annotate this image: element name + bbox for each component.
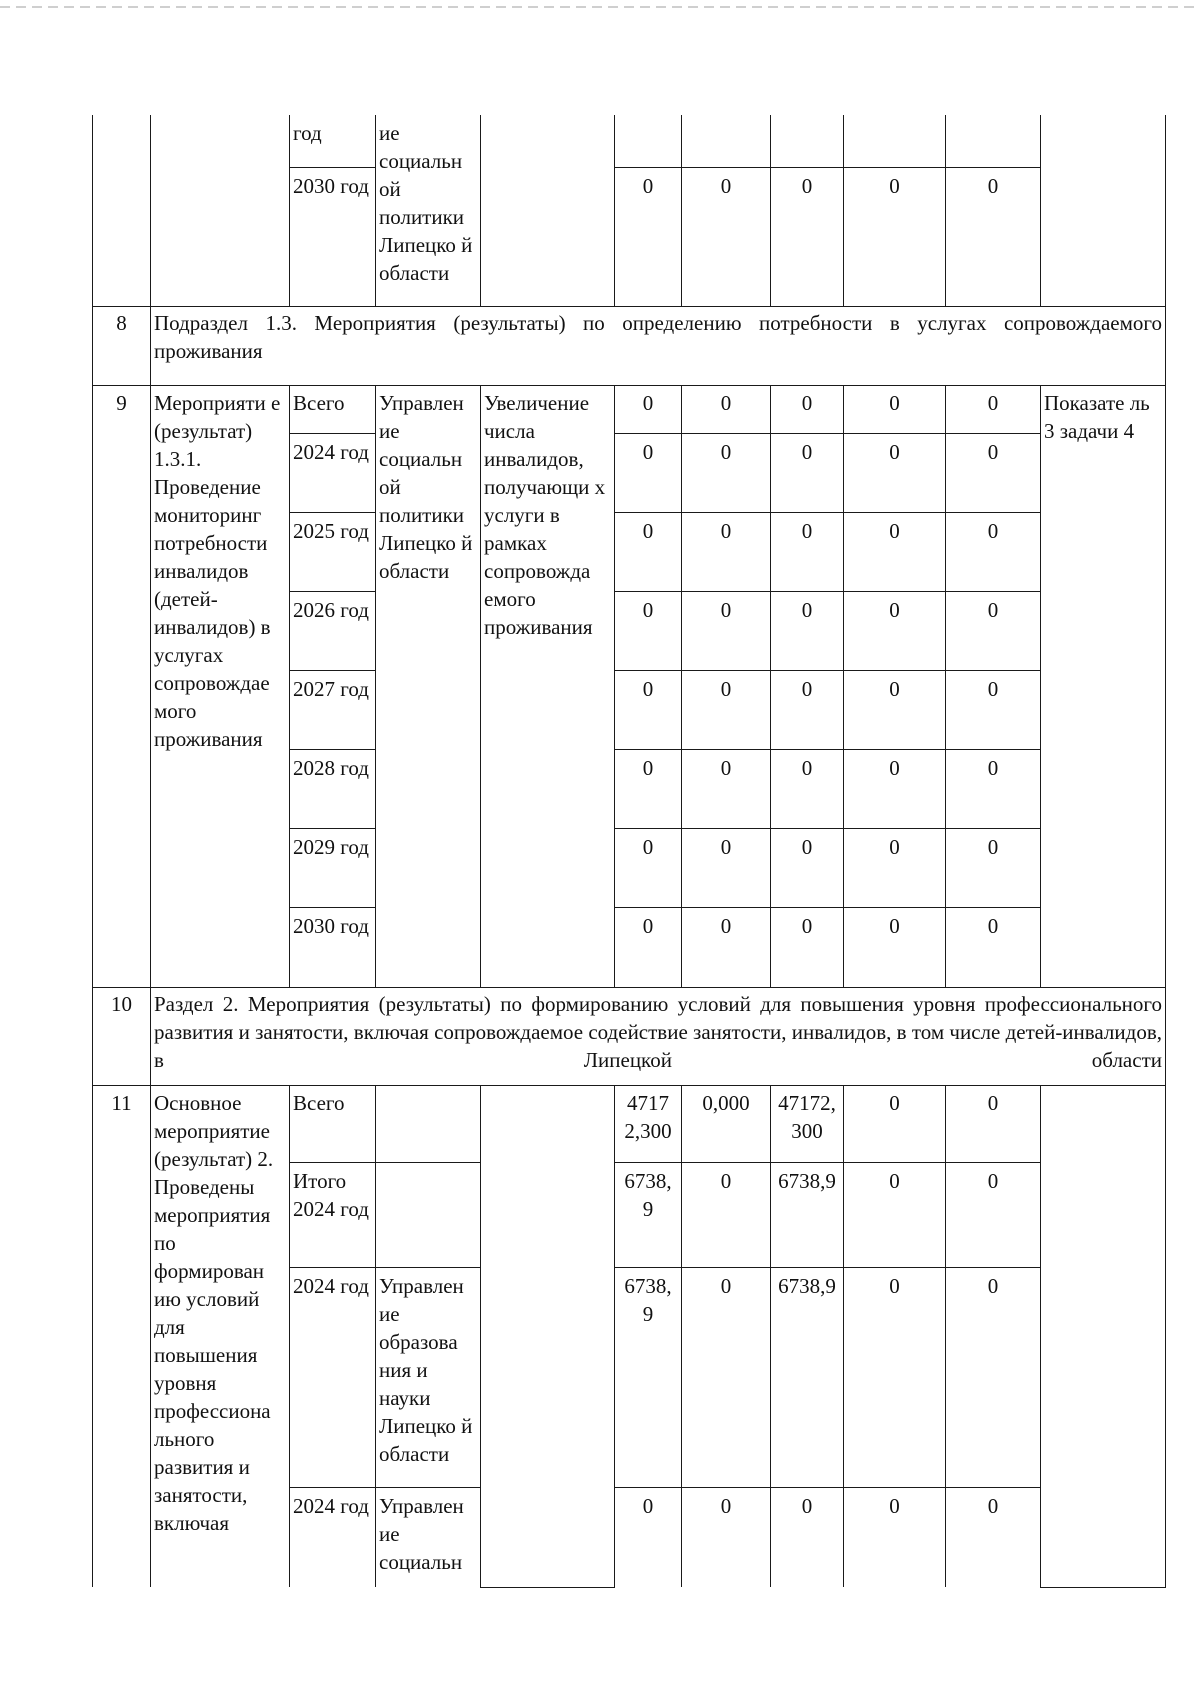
value-cell: 0: [844, 167, 946, 306]
executor-cell: Управлен ие социальн ой политики Липецко й области: [376, 385, 481, 987]
table-top-fragment: [92, 115, 1166, 307]
executor-cell: Управлен ие социальн: [376, 1487, 481, 1587]
table-row-8: [92, 305, 1166, 386]
value-cell: 0: [844, 907, 946, 987]
value-cell: [615, 115, 682, 167]
value-cell: 0: [682, 512, 771, 591]
value-cell: 0: [844, 1162, 946, 1267]
section-title: Раздел 2. Мероприятия (результаты) по формированию условий для повышения уровня профессионального развития и занятости, включая сопровождаемое содействие занятости, инвалидов, в том числе детей-инвалидов, в Липецкой области: [151, 986, 1166, 1085]
value-cell: 0: [946, 1085, 1041, 1162]
value-cell: [844, 115, 946, 167]
value-cell: 0: [844, 1085, 946, 1162]
period-label: 2030 год: [290, 907, 376, 987]
value-cell: 0: [615, 512, 682, 591]
value-cell: 4717 2,300: [615, 1085, 682, 1162]
value-cell: 0: [946, 670, 1041, 749]
value-cell: 0: [771, 749, 844, 828]
period-label: 2025 год: [290, 512, 376, 591]
value-cell: 0: [844, 670, 946, 749]
value-cell: 0: [771, 385, 844, 433]
period-label: 2024 год: [290, 433, 376, 512]
value-cell: 6738,9: [771, 1162, 844, 1267]
value-cell: 0: [946, 512, 1041, 591]
value-cell: 0: [682, 1267, 771, 1487]
period-label: Итого 2024 год: [290, 1162, 376, 1267]
value-cell: 0: [682, 1162, 771, 1267]
value-cell: 0: [682, 1487, 771, 1587]
period-label: 2029 год: [290, 828, 376, 907]
indicator-cell: [481, 1085, 615, 1587]
value-cell: 0: [615, 167, 682, 306]
value-cell: 0: [771, 591, 844, 670]
value-cell: 0: [615, 1487, 682, 1587]
value-cell: 0: [946, 1487, 1041, 1587]
row-number: 10: [93, 986, 151, 1085]
value-cell: 0: [946, 167, 1041, 306]
value-cell: 0: [615, 907, 682, 987]
table-row-9: [92, 385, 1166, 988]
value-cell: 0: [946, 433, 1041, 512]
value-cell: 0: [771, 433, 844, 512]
indicator-cell: [481, 115, 615, 306]
value-cell: 0,000: [682, 1085, 771, 1162]
table-row-11: [92, 1085, 1166, 1588]
value-cell: 0: [682, 749, 771, 828]
value-cell: 0: [844, 1487, 946, 1587]
value-cell: 0: [771, 1487, 844, 1587]
value-cell: [682, 115, 771, 167]
value-cell: 0: [682, 907, 771, 987]
value-cell: 0: [946, 749, 1041, 828]
row-number: 8: [93, 305, 151, 385]
value-cell: 0: [615, 749, 682, 828]
value-cell: [771, 115, 844, 167]
value-cell: 0: [946, 385, 1041, 433]
value-cell: 0: [615, 433, 682, 512]
note-cell: [1041, 115, 1166, 306]
value-cell: [946, 115, 1041, 167]
value-cell: 6738,9: [771, 1267, 844, 1487]
value-cell: 0: [771, 670, 844, 749]
value-cell: 0: [682, 670, 771, 749]
value-cell: 6738, 9: [615, 1162, 682, 1267]
year-cell: год: [290, 115, 376, 167]
measure-name: Основное мероприятие (результат) 2. Проведены мероприятия по формирован ию условий для повышения уровня профессиона льного развития и занятости, включая: [151, 1085, 290, 1587]
value-cell: 0: [946, 591, 1041, 670]
value-cell: 0: [682, 828, 771, 907]
value-cell: 0: [682, 385, 771, 433]
value-cell: 0: [946, 1267, 1041, 1487]
indicator-cell: Увеличение числа инвалидов, получающи х услуги в рамках сопровожда емого проживания: [481, 385, 615, 987]
value-cell: 0: [682, 591, 771, 670]
note-cell: [1041, 1085, 1166, 1587]
period-label: 2024 год: [290, 1487, 376, 1587]
value-cell: 0: [771, 907, 844, 987]
value-cell: 0: [844, 591, 946, 670]
value-cell: 0: [615, 828, 682, 907]
scan-edge-line: [0, 6, 1200, 8]
table-row-10: [92, 986, 1166, 1086]
period-label: 2028 год: [290, 749, 376, 828]
empty-num-cell: [93, 115, 151, 306]
executor-cell: Управлен ие образова ния и науки Липецко й области: [376, 1267, 481, 1487]
value-cell: 0: [615, 670, 682, 749]
value-cell: 0: [682, 433, 771, 512]
value-cell: 0: [946, 1162, 1041, 1267]
value-cell: 0: [615, 591, 682, 670]
period-label: 2026 год: [290, 591, 376, 670]
value-cell: 0: [844, 828, 946, 907]
year-cell: 2030 год: [290, 167, 376, 306]
subsection-title: Подраздел 1.3. Мероприятия (результаты) по определению потребности в услугах сопровождаемого проживания: [151, 305, 1166, 385]
value-cell: 0: [844, 385, 946, 433]
empty-name-cell: [151, 115, 290, 306]
value-cell: 0: [844, 1267, 946, 1487]
measure-name: Мероприяти е (результат) 1.3.1. Проведение мониторинг потребности инвалидов (детей- инвалидов) в услугах сопровождае мого проживания: [151, 385, 290, 987]
value-cell: 0: [946, 907, 1041, 987]
value-cell: 0: [771, 828, 844, 907]
value-cell: 0: [615, 385, 682, 433]
period-label: Всего: [290, 1085, 376, 1162]
period-label: 2027 год: [290, 670, 376, 749]
period-label: 2024 год: [290, 1267, 376, 1487]
value-cell: 0: [771, 512, 844, 591]
value-cell: 0: [844, 512, 946, 591]
row-number: 11: [93, 1085, 151, 1587]
value-cell: 0: [844, 433, 946, 512]
value-cell: 0: [682, 167, 771, 306]
value-cell: 6738, 9: [615, 1267, 682, 1487]
executor-cell: [376, 1085, 481, 1162]
row-number: 9: [93, 385, 151, 987]
value-cell: 47172, 300: [771, 1085, 844, 1162]
note-cell: Показате ль 3 задачи 4: [1041, 385, 1166, 987]
executor-cell: ие социальн ой политики Липецко й области: [376, 115, 481, 306]
value-cell: 0: [946, 828, 1041, 907]
value-cell: 0: [771, 167, 844, 306]
executor-cell: [376, 1162, 481, 1267]
value-cell: 0: [844, 749, 946, 828]
period-label: Всего: [290, 385, 376, 433]
